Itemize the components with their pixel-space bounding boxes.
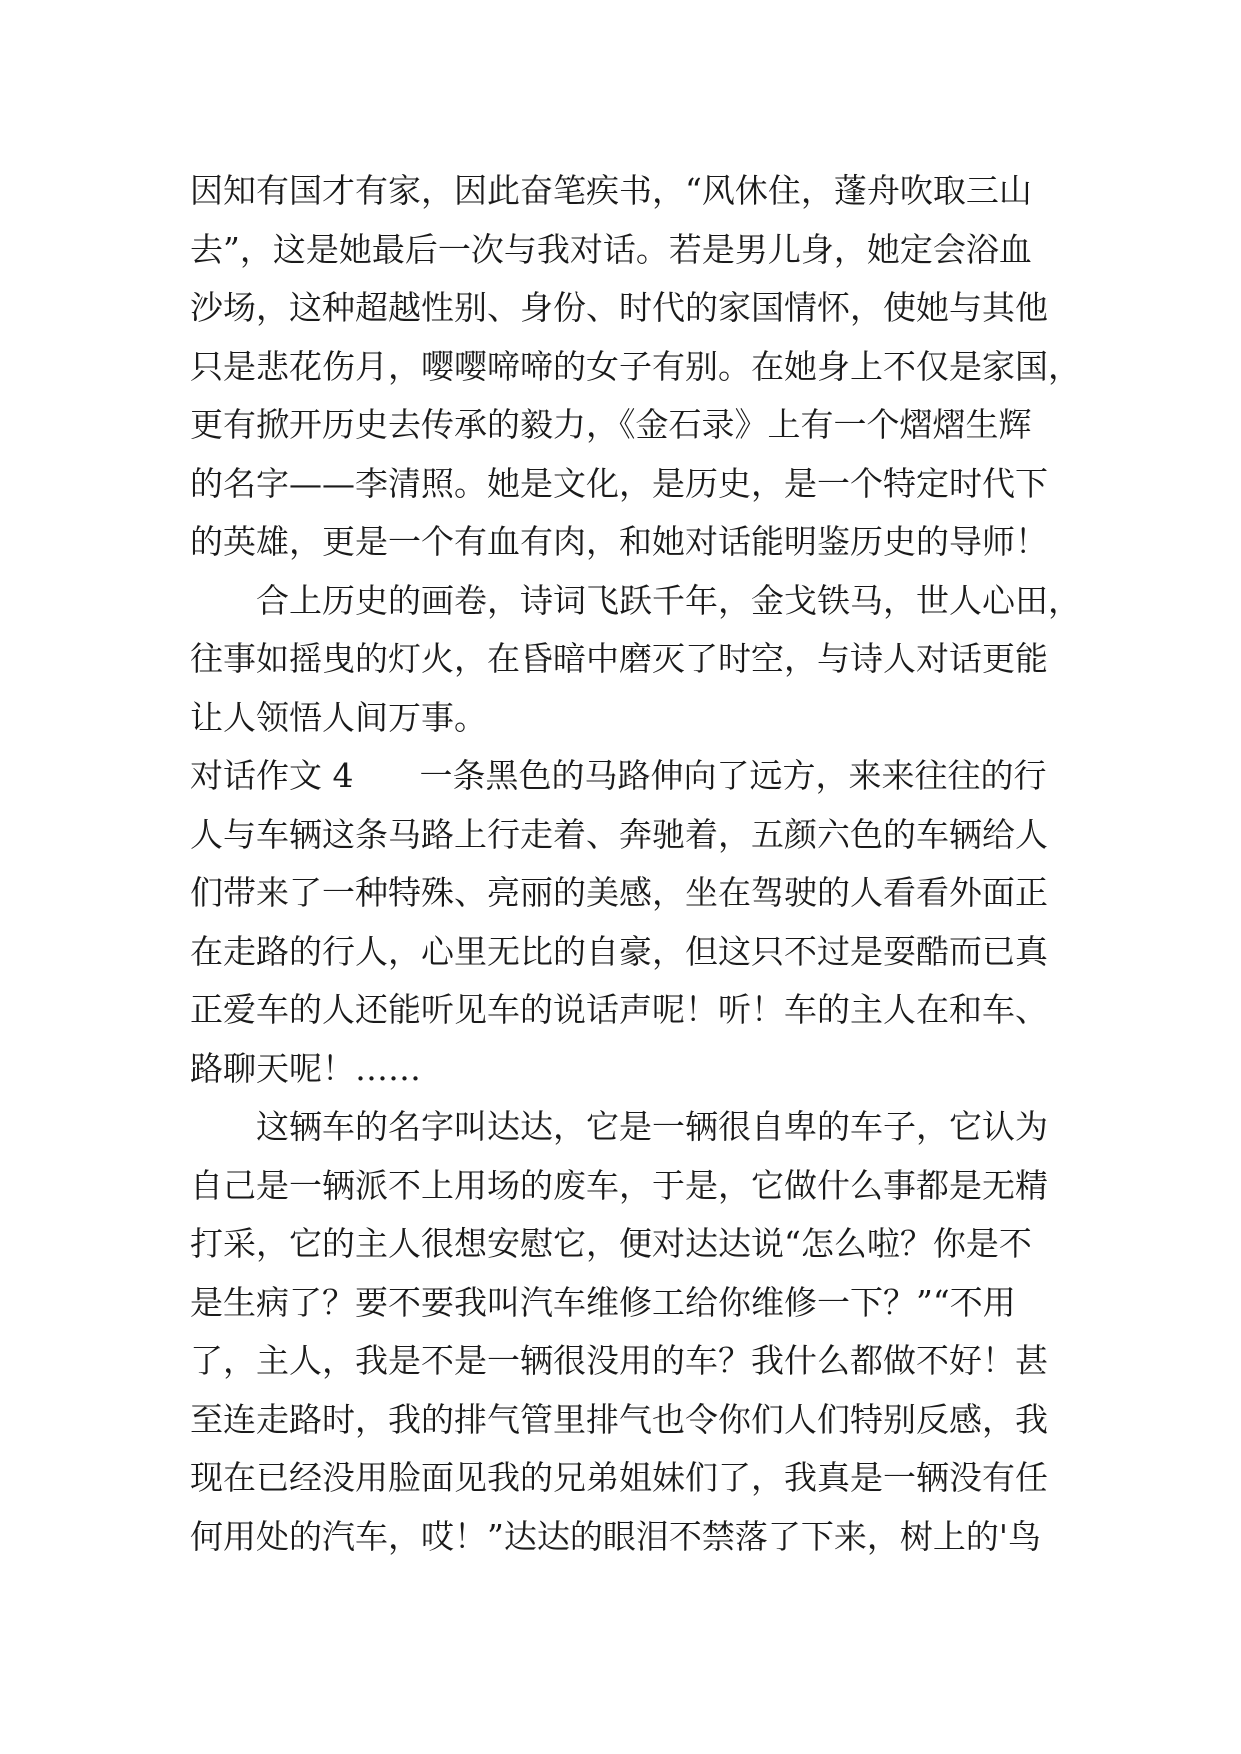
text-line: 正爱车的人还能听见车的说话声呢！听！车的主人在和车、 xyxy=(190,990,1048,1029)
paragraph-first-line: 这辆车的名字叫达达，它是一辆很自卑的车子，它认为 xyxy=(256,1107,1048,1146)
section-heading-line: 对话作文 4 一条黑色的马路伸向了远方，来来往往的行 xyxy=(190,756,1047,795)
text-line: 们带来了一种特殊、亮丽的美感，坐在驾驶的人看看外面正 xyxy=(190,873,1048,912)
text-line: 让人领悟人间万事。 xyxy=(190,697,487,737)
text-line: 路聊天呢！…… xyxy=(190,1048,421,1088)
body-text xyxy=(190,162,1081,1566)
text-line: 去”，这是她最后一次与我对话。若是男儿身，她定会浴血 xyxy=(190,229,1032,269)
text-line: 因知有国才有家，因此奋笔疾书，“风休住，蓬舟吹取三山 xyxy=(190,171,1032,210)
text-line: 是生病了？要不要我叫汽车维修工给你维修一下？”“不用 xyxy=(190,1282,1016,1322)
paragraph-first-line: 合上历史的画卷，诗词飞跃千年，金戈铁马，世人心田， xyxy=(256,580,1081,620)
text-line: 的名字——李清照。她是文化，是历史，是一个特定时代下 xyxy=(190,463,1048,503)
text-line: 在走路的行人，心里无比的自豪，但这只不过是耍酷而已真 xyxy=(190,931,1048,971)
text-line: 只是悲花伤月，嘤嘤啼啼的女子有别。在她身上不仅是家国， xyxy=(190,346,1081,386)
text-line: 沙场，这种超越性别、身份、时代的家国情怀，使她与其他 xyxy=(190,288,1048,327)
text-line: 打采，它的主人很想安慰它，便对达达说“怎么啦？你是不 xyxy=(190,1224,1032,1263)
text-line: 更有掀开历史去传承的毅力，《金石录》上有一个熠熠生辉 xyxy=(190,405,1032,444)
text-line: 往事如摇曳的灯火，在昏暗中磨灭了时空，与诗人对话更能 xyxy=(190,639,1048,678)
text-line: 的英雄，更是一个有血有肉，和她对话能明鉴历史的导师！ xyxy=(190,522,1048,561)
text-line: 人与车辆这条马路上行走着、奔驰着，五颜六色的车辆给人 xyxy=(190,814,1048,854)
text-line: 何用处的汽车，哎！”达达的眼泪不禁落了下来，树上的'鸟 xyxy=(190,1516,1041,1556)
text-line: 自己是一辆派不上用场的废车，于是，它做什么事都是无精 xyxy=(190,1165,1048,1205)
text-line: 至连走路时，我的排气管里排气也令你们人们特别反感，我 xyxy=(190,1399,1048,1439)
text-line: 现在已经没用脸面见我的兄弟姐妹们了，我真是一辆没有任 xyxy=(190,1458,1048,1497)
text-line: 了，主人，我是不是一辆很没用的车？我什么都做不好！甚 xyxy=(190,1341,1048,1380)
